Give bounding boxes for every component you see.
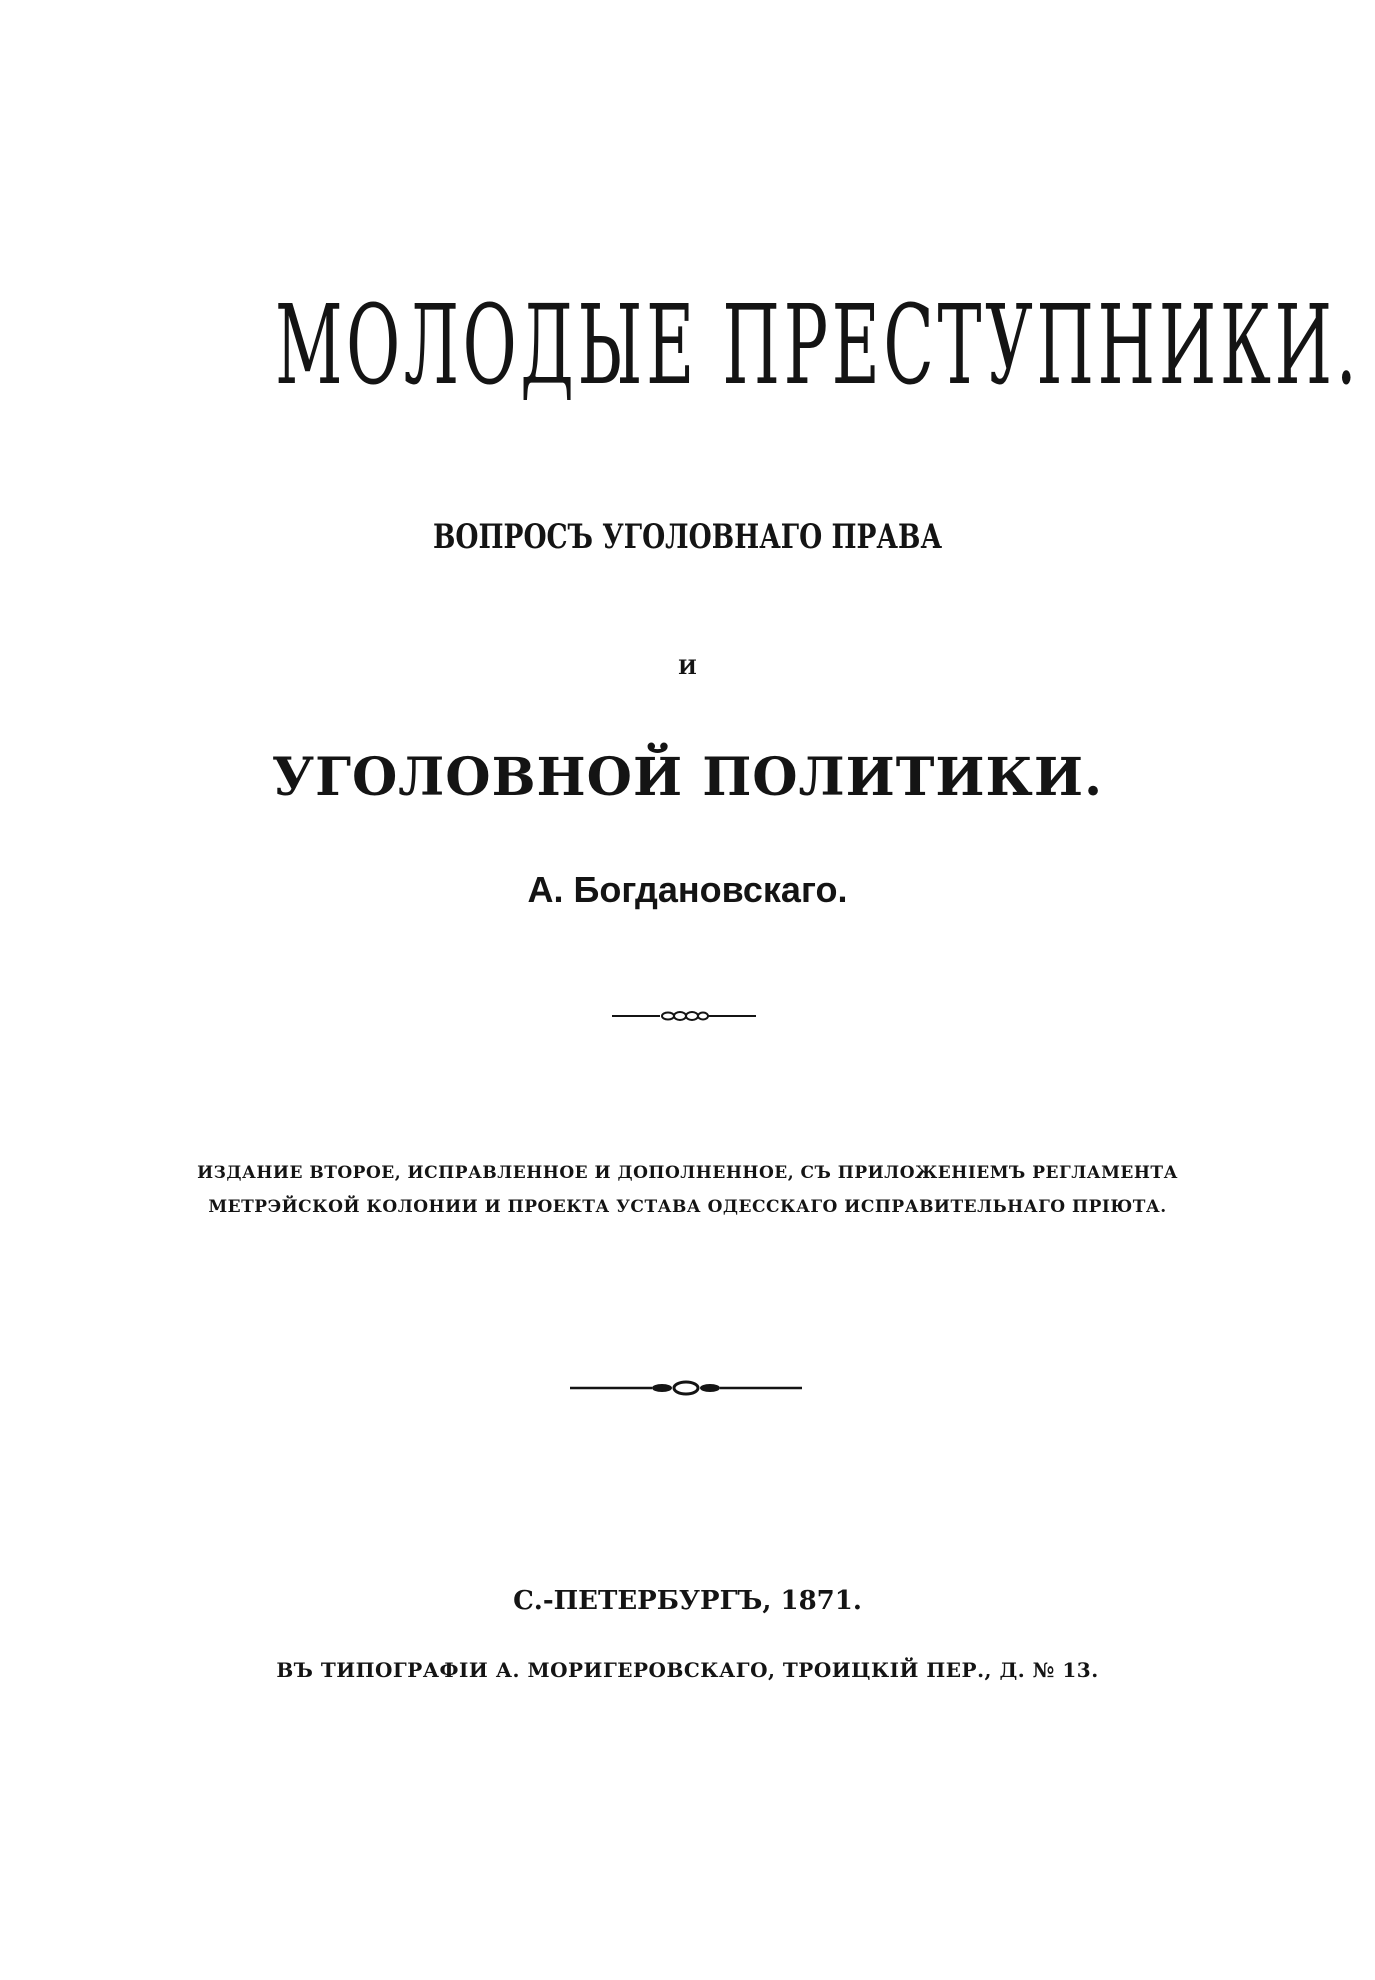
imprint-city-year: С.-ПЕТЕРБУРГЪ, 1871. — [513, 1586, 862, 1616]
ornament-divider-top — [612, 1008, 756, 1024]
subtitle-line-1: ВОПРОСЪ УГОЛОВНАГО ПРАВА — [432, 517, 943, 557]
author-name: А. Богдановскаго. — [527, 869, 848, 910]
subtitle-line-2: УГОЛОВНОЙ ПОЛИТИКИ. — [271, 747, 1104, 808]
ornament-divider-bottom — [570, 1378, 802, 1398]
imprint-printer: ВЪ ТИПОГРАФІИ А. МОРИГЕРОВСКАГО, ТРОИЦКІЙ ПЕР., Д. № 13. — [276, 1658, 1099, 1682]
edition-note-line-2: МЕТРЭЙСКОЙ КОЛОНИИ И ПРОЕКТА УСТАВА ОДЕССКАГО ИСПРАВИТЕЛЬНАГО ПРІЮТА. — [208, 1197, 1167, 1217]
edition-note-line-1: ИЗДАНИЕ ВТОРОЕ, ИСПРАВЛЕННОЕ И ДОПОЛНЕННОЕ, СЪ ПРИЛОЖЕНІЕМЪ РЕГЛАМЕНТА — [197, 1163, 1178, 1183]
book-title: МОЛОДЫЕ ПРЕСТУПНИКИ. — [274, 281, 1361, 409]
subtitle-conjunction: И — [678, 655, 697, 679]
